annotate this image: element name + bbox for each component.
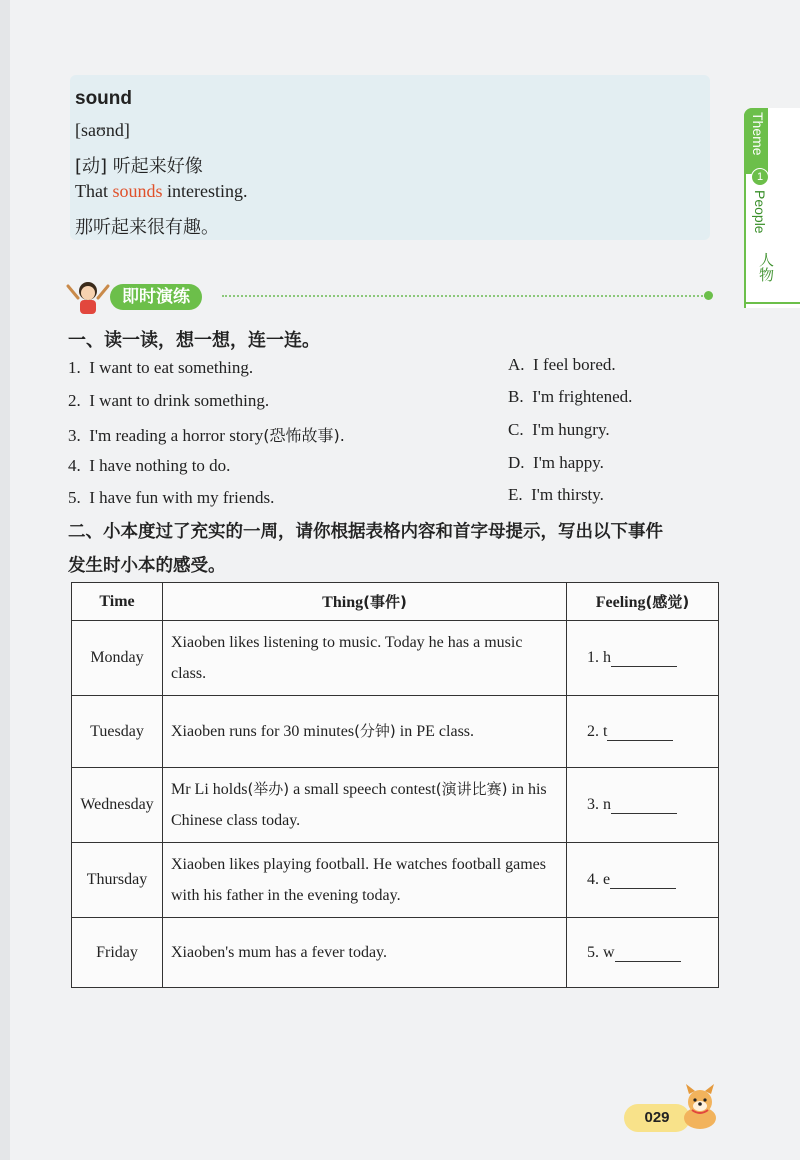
match-right-item: C. I'm hungry. bbox=[508, 420, 610, 439]
vocab-meaning: [动] 听起来好像 bbox=[75, 156, 203, 177]
kid-mascot-icon bbox=[64, 276, 112, 316]
section2-title-line1: 二、小本度过了充实的一周，请你根据表格内容和首字母提示，写出以下事件 bbox=[68, 522, 663, 542]
row-time: Thursday bbox=[72, 843, 163, 918]
theme-number: 1 bbox=[751, 168, 769, 186]
row-feeling: 3. n bbox=[567, 768, 719, 843]
section2-title-line2: 发生时小本的感受。 bbox=[68, 556, 226, 576]
row-feeling: 2. t bbox=[567, 696, 719, 768]
match-left-item: 5. I have fun with my friends. bbox=[68, 488, 275, 507]
answer-blank[interactable] bbox=[610, 872, 676, 889]
header-feeling: Feeling(感觉) bbox=[567, 583, 719, 621]
row-time: Monday bbox=[72, 621, 163, 696]
row-time: Tuesday bbox=[72, 696, 163, 768]
row-thing: Xiaoben likes playing football. He watches football games with his father in the evening today. bbox=[163, 843, 567, 918]
table-header-row bbox=[72, 583, 719, 621]
answer-blank[interactable] bbox=[611, 650, 677, 667]
match-left-item: 3. I'm reading a horror story(恐怖故事). bbox=[68, 426, 345, 445]
page-gutter bbox=[0, 0, 10, 1160]
practice-header: 即时演练 bbox=[110, 284, 202, 310]
section1-title: 一、读一读，想一想，连一连。 bbox=[68, 330, 320, 351]
row-time: Friday bbox=[72, 918, 163, 988]
table-row bbox=[72, 843, 719, 918]
match-left-item: 2. I want to drink something. bbox=[68, 391, 270, 410]
theme-tab-underline bbox=[744, 302, 800, 304]
answer-blank[interactable] bbox=[607, 724, 673, 741]
header-time: Time bbox=[72, 583, 163, 621]
row-feeling: 1. h bbox=[567, 621, 719, 696]
row-thing: Xiaoben runs for 30 minutes(分钟) in PE class. bbox=[163, 696, 567, 768]
header-dot bbox=[704, 291, 713, 300]
table-row bbox=[72, 621, 719, 696]
match-left-item: 1. I want to eat something. bbox=[68, 358, 254, 377]
vocab-phonetic: [saʊnd] bbox=[75, 120, 130, 140]
match-left-item: 4. I have nothing to do. bbox=[68, 456, 231, 475]
row-feeling: 4. e bbox=[567, 843, 719, 918]
table-row bbox=[72, 918, 719, 988]
match-right-item: E. I'm thirsty. bbox=[508, 485, 604, 504]
vocab-example: That sounds interesting. bbox=[75, 181, 248, 201]
row-thing: Xiaoben's mum has a fever today. bbox=[163, 918, 567, 988]
header-dotted-line bbox=[222, 295, 706, 297]
dog-mascot-icon bbox=[674, 1084, 724, 1130]
row-thing: Xiaoben likes listening to music. Today he has a music class. bbox=[163, 621, 567, 696]
theme-people-label: People bbox=[752, 190, 768, 234]
row-thing: Mr Li holds(举办) a small speech contest(演讲比赛) in his Chinese class today. bbox=[163, 768, 567, 843]
row-feeling: 5. w bbox=[567, 918, 719, 988]
answer-blank[interactable] bbox=[611, 797, 677, 814]
page-number: 029 bbox=[624, 1104, 690, 1132]
vocab-word: sound bbox=[75, 88, 132, 109]
row-time: Wednesday bbox=[72, 768, 163, 843]
feelings-table bbox=[71, 582, 719, 988]
match-right-item: B. I'm frightened. bbox=[508, 387, 633, 406]
match-right-item: A. I feel bored. bbox=[508, 355, 616, 374]
answer-blank[interactable] bbox=[615, 945, 681, 962]
vocab-highlight: sounds bbox=[112, 181, 163, 201]
theme-people-zh: 人物 bbox=[757, 252, 775, 282]
vocab-example-translation: 那听起来很有趣。 bbox=[75, 217, 219, 238]
match-right-item: D. I'm happy. bbox=[508, 453, 604, 472]
theme-label: Theme bbox=[750, 112, 766, 156]
header-thing: Thing(事件) bbox=[163, 583, 567, 621]
table-row bbox=[72, 696, 719, 768]
table-row bbox=[72, 768, 719, 843]
